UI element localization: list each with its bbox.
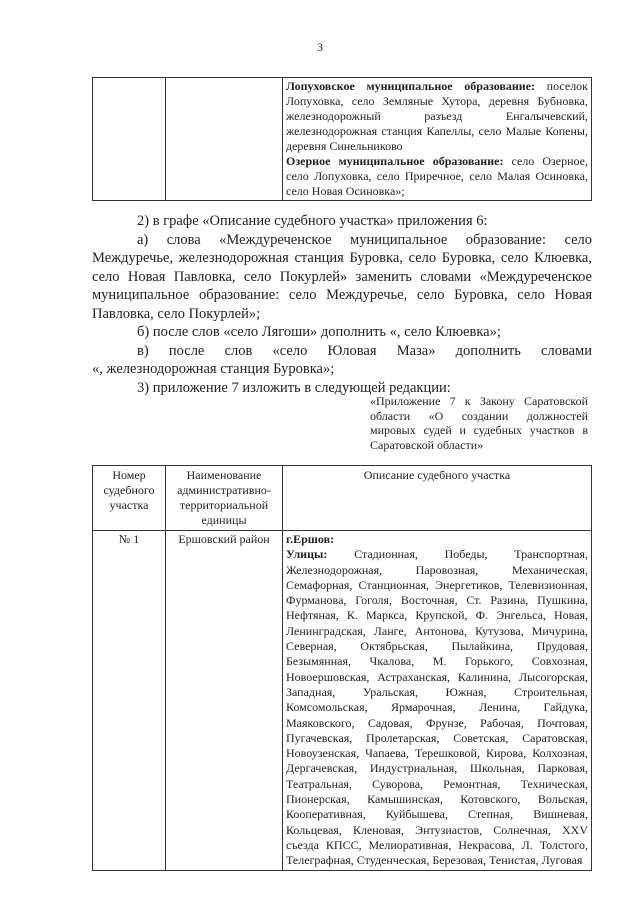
amendments-text xyxy=(92,212,592,397)
amendment-paragraph: а) слова «Междуреченское муниципальное образование: село Междуречье, железнодорожная станция Буровка, село Буровка, село Клюевка, село Новая Павловка, село Покурлей» заменить словами «Междуреченское муниципальное образование: село Междуречье, село Буровка, село Новая Павловка, село Покурлей»; xyxy=(92,231,592,322)
amendment-paragraph: 3) приложение 7 изложить в следующей редакции: xyxy=(137,379,451,396)
column-header: Наименование административно-территориальной единицы xyxy=(166,466,283,531)
amendment-paragraph: б) после слов «село Лягоши» дополнить «, село Клюевка»; xyxy=(137,324,501,340)
city-name: г.Ершов: xyxy=(286,532,335,546)
district-cell: Ершовский район xyxy=(166,531,283,871)
column-header: Описание судебного участка xyxy=(283,466,592,531)
streets-label: Улицы: xyxy=(286,547,328,562)
description-cell xyxy=(283,531,592,871)
page-number: 3 xyxy=(317,40,323,54)
table-cell-empty xyxy=(166,78,283,201)
appendix-heading: «Приложение 7 к Закону Саратовской области «О создании должностей мировых судей и судебных участков в Саратовской области» xyxy=(370,394,588,452)
table-row xyxy=(93,78,592,201)
lopukhovskoe-text: поселок Лопуховка, село Земляные Хутора, деревня Бубновка, железнодорожный разъезд Енгалычевский, железнодорожная станция Капеллы, село Малые Копены, деревня Синельниково xyxy=(286,79,589,153)
amendment-paragraph: в) после слов «село Юловая Маза» дополнить словами xyxy=(137,342,592,359)
amendment-paragraph: «, железнодорожная станция Буровка»; xyxy=(92,361,335,377)
streets-list: Стадионная, Победы, Транспортная, Железнодорожная, Паровозная, Механическая, Семафорная, Станционная, Энергетиков, Телевизионная, Фурманова, Гоголя, Восточная, Ст. Разина, Пушкина, Нефтяная, К. Маркса, Крупской, Ф. Энгельса, Новая, Ленинградская, Ланге, Антонова, Кутузова, Мичурина, Северная, Октябрьская, Пылайкина, Прудовая, Безымянная, Чкалова, М. Горького, Совхозная, Новоершовская, Астраханская, Калинина, Лысогорская, Западная, Уральская, Южная, Строительная, Комсомольская, Ярмарочная, Ленина, Гайдука, Маяковского, Садовая, Фрунзе, Рабочая, Почтовая, Пугачевская, Пролетарская, Советская, Саратовская, Новоузенская, Чапаева, Терешковой, Кирова, Колхозная, Дергачевская, Индустриальная, Школьная, Парковая, Театральная, Суворова, Ремонтная, Техническая, Пионерская, Камышинская, Котовского, Вольская, Кооперативная, Куйбышева, Степная, Вишневая, Кольцевая, Кленовая, Энтузиастов, Солнечная, XXV съезда КПСС, Мелиоративная, Некрасова, Л. Толстого, Телеграфная, Студенческая, Березовая, Тенистая, Луговая xyxy=(286,547,588,868)
table-header-row xyxy=(93,466,592,531)
column-header: Номер судебного участка xyxy=(93,466,166,531)
lopukhovskoe-title: Лопуховское муниципальное образование: xyxy=(286,79,536,93)
amendment-paragraph: 2) в графе «Описание судебного участка» приложения 6: xyxy=(137,213,488,229)
table-cell-empty xyxy=(93,78,166,201)
ozernoe-text: село Озерное, село Лопуховка, село Приречное, село Малая Осиновка, село Новая Осиновка»; xyxy=(286,154,588,198)
court-number-cell: № 1 xyxy=(93,531,166,871)
continued-table xyxy=(92,77,592,201)
table-row xyxy=(93,531,592,871)
table-cell-description xyxy=(283,78,592,201)
appendix-table xyxy=(92,465,592,871)
ozernoe-title: Озерное муниципальное образование: xyxy=(286,154,504,168)
